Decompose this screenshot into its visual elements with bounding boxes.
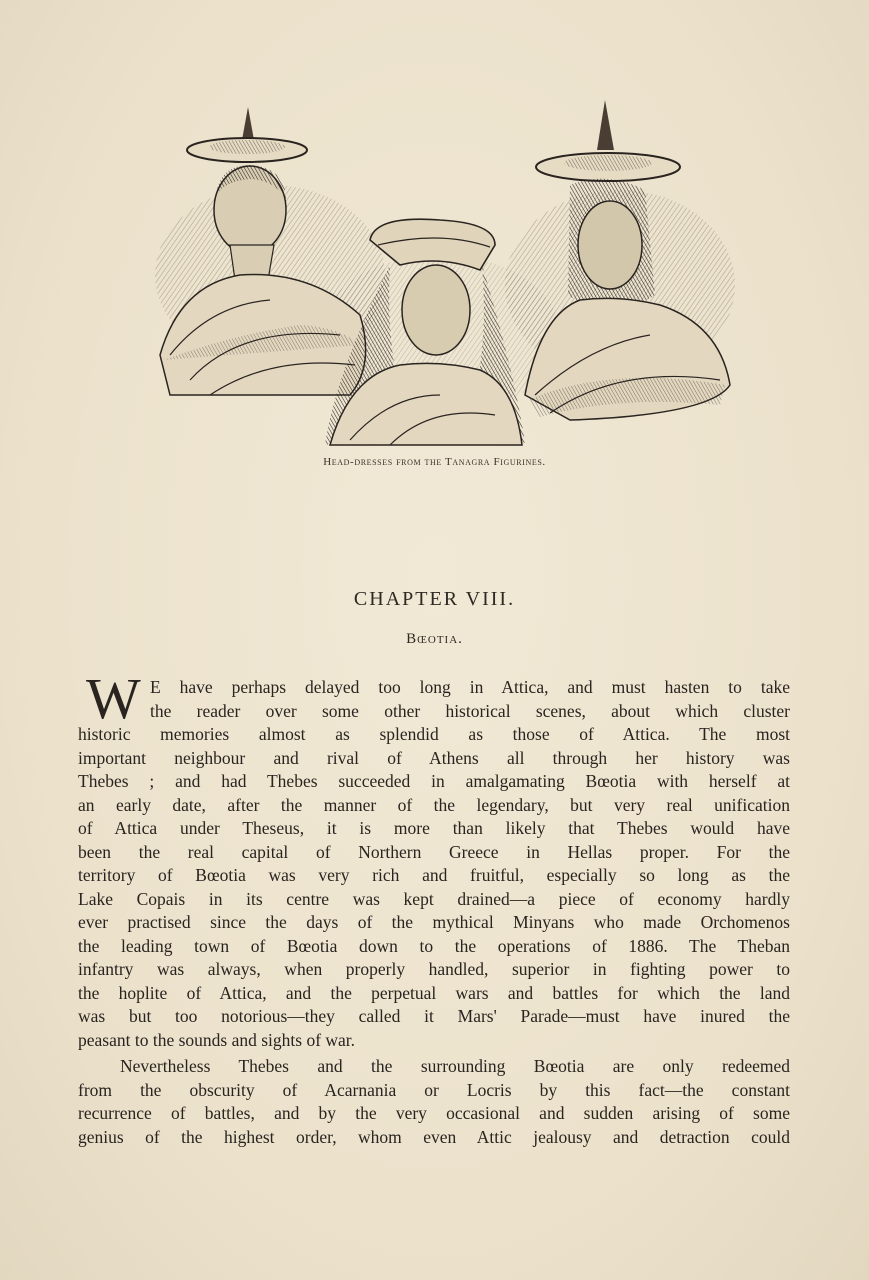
text-line: historic memories almost as splendid as those of Attica. The most [78, 724, 790, 744]
text-line: recurrence of battles, and by the very occasional and sudden arising of some [78, 1103, 790, 1123]
section-title: Bœotia. [406, 631, 463, 647]
text-line: territory of Bœotia was very rich and fruitful, especially so long as the [78, 865, 790, 885]
text-line: the hoplite of Attica, and the perpetual wars and battles for which the land [78, 982, 790, 1003]
chapter-title: CHAPTER VIII. [353, 588, 516, 610]
paragraph-1 [78, 666, 790, 1052]
figure-caption: Head-dresses from the Tanagra Figurines. [323, 456, 546, 468]
body-text [78, 666, 790, 1149]
text-line: Thebes ; and had Thebes succeeded in amalgamating Bœotia with herself at [78, 771, 790, 791]
paragraph-2 [78, 1055, 790, 1149]
text-line: the reader over some other historical scenes, about which cluster [150, 700, 790, 721]
text-line: was but too notorious—they called it Mars' Parade—must have inured the [78, 1006, 790, 1026]
text-line: Lake Copais in its centre was kept drained—a piece of economy hardly [78, 888, 790, 909]
text-line: peasant to the sounds and sights of war. [78, 1029, 356, 1050]
drop-cap: W [86, 666, 141, 731]
text-line: from the obscurity of Acarnania or Locris by this fact—the constant [78, 1079, 790, 1100]
text-line: the leading town of Bœotia down to the operations of 1886. The Theban [78, 935, 790, 956]
text-line: genius of the highest order, whom even Attic jealousy and detraction could [78, 1126, 790, 1147]
text-line: ever practised since the days of the mythical Minyans who made Orchomenos [78, 912, 790, 932]
text-line: E have perhaps delayed too long in Attica, and must hasten to take [150, 677, 790, 697]
tanagra-illustration [150, 95, 740, 450]
text-line: an early date, after the manner of the legendary, but very real unification [78, 794, 790, 815]
text-line: been the real capital of Northern Greece in Hellas proper. For the [78, 841, 790, 862]
text-line: infantry was always, when properly handled, superior in fighting power to [78, 959, 790, 979]
text-line: important neighbour and rival of Athens all through her history was [78, 747, 790, 768]
text-line: Nevertheless Thebes and the surrounding Bœotia are only redeemed [120, 1056, 790, 1076]
text-line: of Attica under Theseus, it is more than likely that Thebes would have [78, 818, 790, 838]
